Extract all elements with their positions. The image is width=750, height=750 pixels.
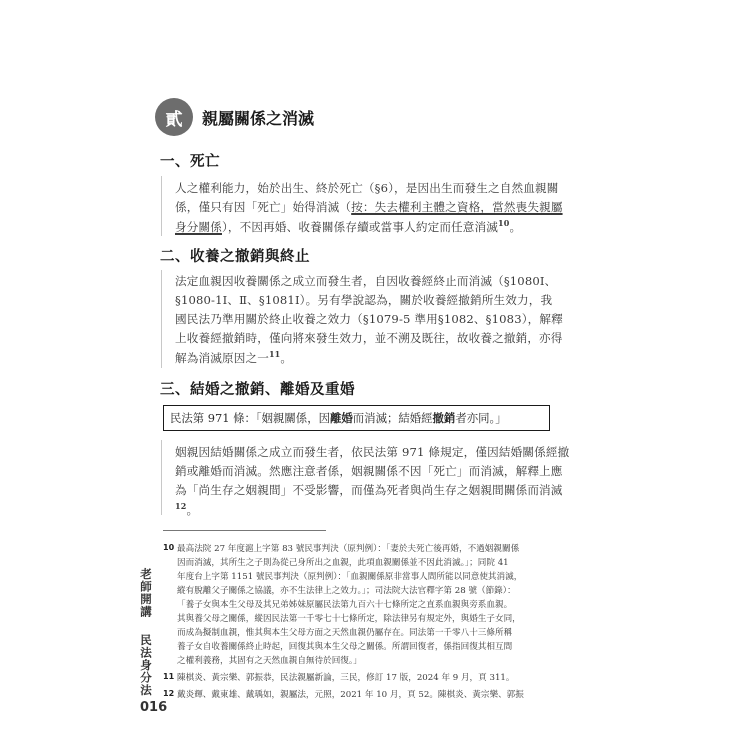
paragraph-1-line-3 bbox=[175, 218, 521, 235]
footnote-10-line-2: 因而消滅，其所生之子則為從己身所出之血親，此項血親關係並不因此消滅。」；同院 41 bbox=[177, 558, 509, 568]
paragraph-2-line-4: 上收養經撤銷時，僅向將來發生效力，並不溯及既往，故收養之撤銷，亦得 bbox=[175, 331, 563, 345]
line-end: 。 bbox=[186, 502, 199, 517]
subsection-title-1: 一、死亡 bbox=[160, 154, 220, 170]
footnote-10-line-5: 「養子女與本生父母及其兄弟姊妹原屬民法第九百六十七條所定之直系血親與旁系血親。 bbox=[177, 600, 513, 610]
footnote-ref-11[interactable]: 11 bbox=[268, 349, 281, 359]
line-text: 解為消滅原因之一 bbox=[175, 350, 269, 365]
subsection-title-3: 三、結婚之撤銷、離婚及重婚 bbox=[160, 382, 355, 398]
paragraph-1-line-1: 人之權利能力，始於出生、終於死亡（§6），是因出生而發生之自然血親關 bbox=[175, 181, 559, 195]
paragraph-2-line-3: 國民法乃準用關於終止收養之效力（§1079-5 準用§1082、§1083），解釋 bbox=[175, 312, 563, 326]
footnote-ref-12[interactable]: 12 bbox=[175, 501, 187, 511]
line-end: 。 bbox=[509, 219, 522, 234]
quote-emphasis: 撤銷 bbox=[432, 411, 456, 425]
line-text: 係，僅只有因「死亡」始得消滅（ bbox=[175, 200, 352, 214]
quote-text: 者亦同。」 bbox=[455, 411, 507, 425]
footnote-10-line-1: 最高法院 27 年度滬上字第 83 號民事判決（原判例）：「妻於夫死亡後再婚，不過姻親關係 bbox=[177, 544, 520, 554]
running-title-book: 民法身分法 bbox=[139, 634, 153, 697]
footnote-11-line-1: 陳棋炎、黃宗樂、郭振恭，民法親屬新論，三民，修訂 17 版，2024 年 9 月，頁 311。 bbox=[177, 673, 515, 683]
quote-text: 而消滅；結婚經 bbox=[352, 411, 433, 425]
section-number-badge: 貳 bbox=[155, 98, 193, 136]
footnote-10-line-6: 其與養父母之關係，縱因民法第一千零七十七條所定，除法律另有規定外，與婚生子女同， bbox=[177, 614, 521, 624]
quote-emphasis: 離婚 bbox=[329, 411, 353, 425]
footnote-10-line-7: 而成為擬制血親，惟其與本生父母方面之天然血親仍屬存在。同法第一千零八十三條所稱 bbox=[177, 628, 513, 638]
paragraph-bar-2 bbox=[161, 270, 162, 368]
paragraph-2-line-5 bbox=[175, 349, 292, 366]
underlined-note: 身分關係 bbox=[175, 219, 222, 234]
paragraph-1-line-2 bbox=[175, 199, 563, 215]
quote-text: 民法第 971 條：「姻親關係，因 bbox=[170, 411, 330, 425]
subsection-title-2: 二、收養之撤銷與終止 bbox=[160, 249, 310, 265]
footnote-number-12: 12 bbox=[163, 689, 175, 698]
footnote-12-line-1: 戴炎輝、戴東雄、戴瑀如，親屬法，元照，2021 年 10 月，頁 52。陳棋炎、黃宗樂、郭振 bbox=[177, 690, 524, 700]
page-number: 016 bbox=[140, 700, 168, 715]
paragraph-3-line-3: 為「尚生存之姻親間」不受影響，而僅為死者與尚生存之姻親間關係而消滅 bbox=[175, 483, 563, 497]
paragraph-2-line-1: 法定血親因收養關係之成立而發生者，自因收養經終止而消滅（§1080Ⅰ、 bbox=[175, 274, 557, 288]
footnote-number-10: 10 bbox=[163, 543, 175, 552]
paragraph-3-line-1: 姻親因結婚關係之成立而發生者，依民法第 971 條規定，僅因結婚關係經撤 bbox=[175, 445, 570, 459]
line-end: 。 bbox=[280, 350, 293, 365]
footnote-number-11: 11 bbox=[163, 672, 175, 681]
footnote-10-line-4: 縱有脫離父子關係之協議，亦不生法律上之效力。」；司法院大法官釋字第 28 號（節錄）： bbox=[177, 586, 516, 596]
paragraph-bar-1 bbox=[161, 176, 162, 236]
footnote-10-line-9: 之權利義務，其固有之天然血親自無待於回復。」 bbox=[177, 656, 362, 666]
line-text: ），不因再婚、收養關係存續或當事人約定而任意消滅 bbox=[221, 219, 499, 234]
running-title-series: 老師開講 bbox=[139, 568, 153, 618]
footnote-divider bbox=[163, 530, 326, 531]
footnote-10-line-3: 年度台上字第 1151 號民事判決（原判例）：「血親關係原非當事人間所能以同意使其消滅， bbox=[177, 572, 523, 582]
underlined-note: 按：失去權利主體之資格，當然喪失親屬 bbox=[351, 200, 563, 214]
paragraph-2-line-2: §1080-1Ⅰ、Ⅱ、§1081Ⅰ）。另有學說認為，關於收養經撤銷所生效力，我 bbox=[175, 293, 553, 307]
statute-quote-box bbox=[163, 405, 550, 431]
footnote-ref-10[interactable]: 10 bbox=[498, 218, 510, 228]
footnote-10-line-8: 養子女自收養關係終止時起，回復其與本生父母之關係。所謂回復者，係指回復其相互間 bbox=[177, 642, 513, 652]
section-title: 親屬關係之消滅 bbox=[202, 109, 315, 128]
paragraph-bar-3 bbox=[161, 440, 162, 515]
paragraph-3-line-4 bbox=[175, 501, 198, 518]
paragraph-3-line-2: 銷或離婚而消滅。然應注意者係，姻親關係不因「死亡」而消滅，解釋上應 bbox=[175, 464, 563, 478]
